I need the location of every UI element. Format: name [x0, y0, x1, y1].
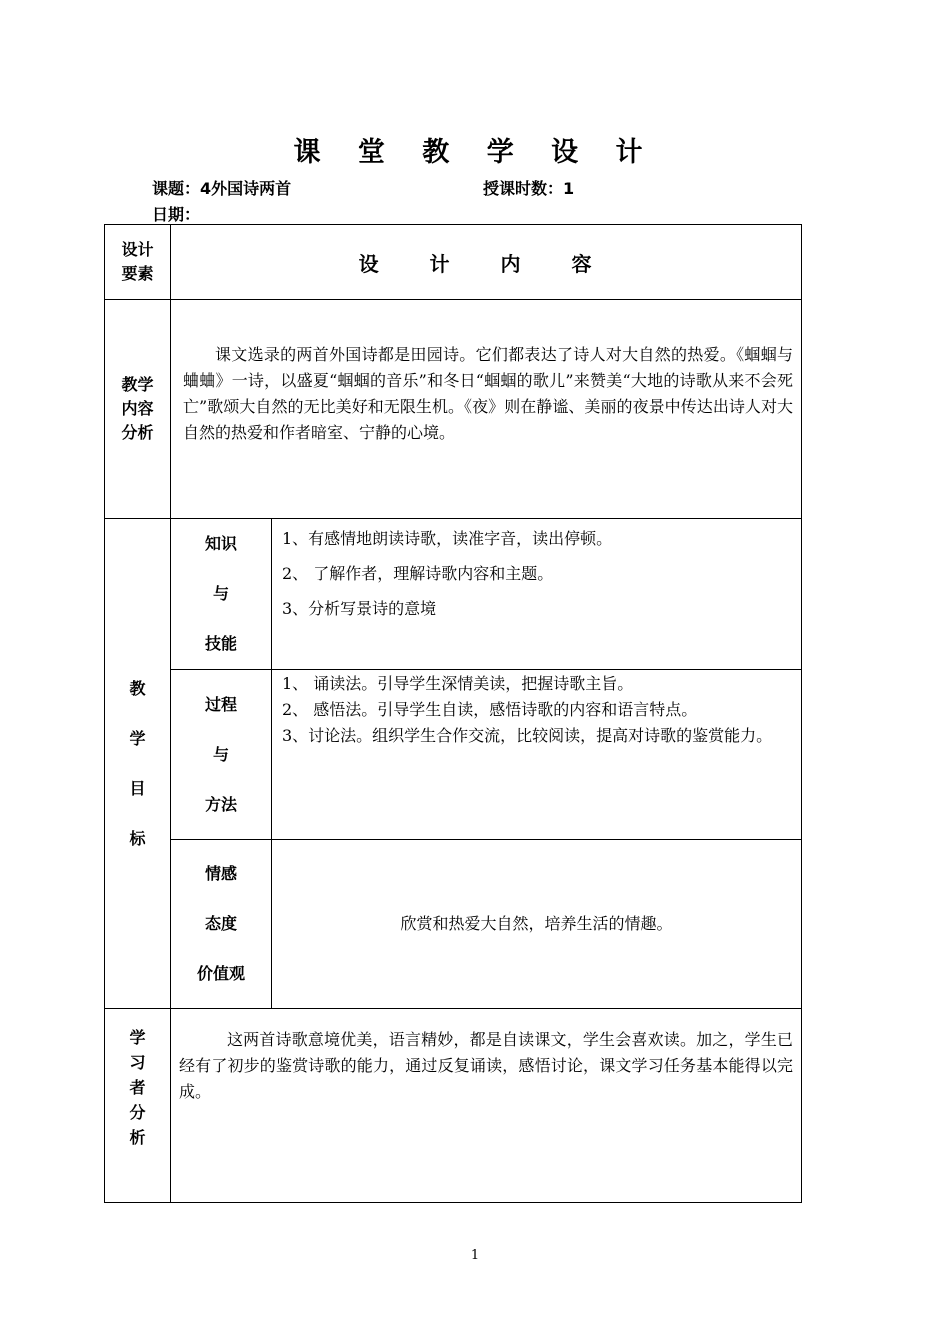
process-item: 2、 感悟法。引导学生自读，感悟诗歌的内容和语言特点。 [282, 700, 698, 719]
learner-analysis-label-3: 者 [129, 1078, 146, 1097]
objectives-label-3: 目 [129, 778, 146, 798]
header-label-line1: 设计 [121, 240, 154, 259]
learner-analysis-label-5: 析 [129, 1128, 146, 1147]
emotion-label [171, 840, 272, 1009]
content-analysis-label-2: 内容 [121, 399, 154, 418]
knowledge-item: 2、 了解作者，理解诗歌内容和主题。 [282, 564, 554, 583]
emotion-content: 欣赏和热爱大自然，培养生活的情趣。 [272, 840, 802, 1009]
page-number: 1 [470, 1248, 480, 1263]
emotion-row [105, 840, 802, 1009]
objectives-label-1: 教 [129, 678, 146, 698]
objectives-label-4: 标 [129, 828, 146, 848]
header-label-line2: 要素 [121, 264, 154, 283]
process-item: 3、讨论法。组织学生合作交流，比较阅读，提高对诗歌的鉴赏能力。 [282, 726, 773, 745]
topic-label: 课题：4外国诗两首 [152, 179, 292, 198]
process-item: 1、 诵读法。引导学生深情美读，把握诗歌主旨。 [282, 674, 634, 693]
class-hours-label: 授课时数：1 [483, 179, 575, 198]
emotion-label-3: 价值观 [196, 964, 245, 983]
knowledge-content [272, 519, 802, 670]
knowledge-item: 3、分析写景诗的意境 [282, 599, 437, 618]
learner-analysis-row [105, 1009, 802, 1203]
knowledge-label [171, 519, 272, 670]
lesson-design-table [104, 224, 802, 1203]
knowledge-label-2: 与 [212, 584, 229, 603]
knowledge-label-3: 技能 [204, 634, 237, 653]
content-analysis-label [105, 300, 171, 519]
content-analysis-cell [171, 300, 802, 519]
content-analysis-text: 课文选录的两首外国诗都是田园诗。它们都表达了诗人对大自然的热爱。《蝈蝈与蛐蛐》一诗，以盛夏“蝈蝈的音乐”和冬日“蝈蝈的歌儿”来赞美“大地的诗歌从来不会死亡”歌颂大自然的无比美好和无限生机。《夜》则在静谧、美丽的夜景中传达出诗人对大自然的热爱和作者暗室、宁静的心境。 [183, 345, 794, 442]
emotion-label-1: 情感 [204, 864, 237, 883]
process-label [171, 670, 272, 840]
date-label: 日期： [152, 205, 201, 224]
page-title: 课 堂 教 学 设 计 [293, 137, 657, 168]
learner-analysis-label-2: 习 [129, 1053, 146, 1072]
process-content [272, 670, 802, 840]
knowledge-row [105, 519, 802, 670]
objectives-label-2: 学 [129, 728, 146, 748]
process-label-3: 方法 [204, 794, 237, 814]
content-analysis-label-3: 分析 [121, 423, 154, 442]
learner-analysis-cell [171, 1009, 802, 1203]
learner-analysis-text: 这两首诗歌意境优美，语言精妙，都是自读课文，学生会喜欢读。加之，学生已经有了初步的鉴赏诗歌的能力，通过反复诵读，感悟讨论，课文学习任务基本能得以完成。 [179, 1030, 794, 1101]
learner-analysis-label-4: 分 [129, 1103, 146, 1122]
objectives-label [105, 519, 171, 1009]
header-design-content: 设 计 内 容 [171, 225, 802, 300]
content-analysis-label-1: 教学 [121, 375, 154, 394]
learner-analysis-label-1: 学 [129, 1028, 146, 1047]
header-design-elements [105, 225, 171, 300]
process-label-1: 过程 [204, 694, 237, 714]
content-analysis-row [105, 300, 802, 519]
knowledge-label-1: 知识 [204, 534, 237, 553]
knowledge-item: 1、有感情地朗读诗歌，读准字音，读出停顿。 [282, 529, 613, 548]
process-label-2: 与 [212, 744, 229, 764]
emotion-label-2: 态度 [204, 914, 237, 933]
process-row [105, 670, 802, 840]
learner-analysis-label [105, 1009, 171, 1203]
table-header-row [105, 225, 802, 300]
